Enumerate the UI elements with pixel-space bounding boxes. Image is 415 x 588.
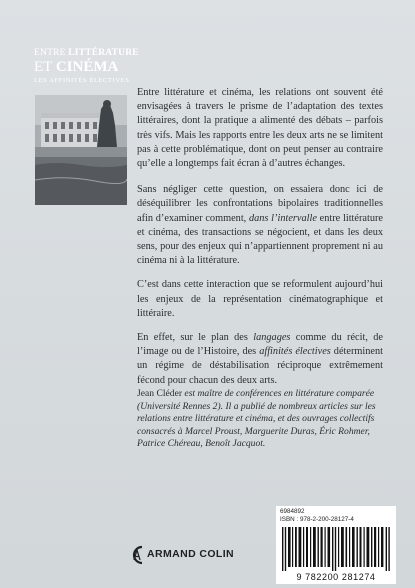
- series-subtitle: LES AFFINITÉS ÉLECTIVES: [34, 77, 130, 84]
- series-line-2: ET CINÉMA: [34, 59, 119, 75]
- series-line-1: ENTRE LITTÉRATURE: [34, 48, 139, 58]
- summary-paragraph-1: Entre littérature et cinéma, les relations ont souvent été envisagées à travers le prisme de l’adaptation des textes littéraires, dont la pratique a alimenté des débats – parfois très vifs. Mais les rapports entre les deux arts ne se limitent pas à cette problématique, dont on peut penser au contraire qu’elle a longtemps fait écran à d’autres échanges.: [137, 87, 383, 170]
- cover-photo: [35, 95, 127, 205]
- author-bio-text: est maître de conférences en littérature comparée (Université Rennes 2). Il a publié de nombreux articles sur les relations entre littérature et cinéma, et des ouvrages collectifs consacrés à Marcel Proust, Marguerite Duras, Éric Rohmer, Patrice Chéreau, Benoît Jacquot.: [137, 388, 376, 450]
- author-name: Jean Cléder: [137, 388, 183, 399]
- product-reference: 6984892: [280, 508, 305, 515]
- isbn: ISBN : 978-2-200-28127-4: [280, 516, 354, 523]
- publisher-logo: [130, 540, 270, 580]
- summary-paragraph-3: C’est dans cette interaction que se reformulent aujourd’hui les enjeux de la représentation cinématographique et littéraire.: [137, 279, 383, 319]
- photo-illustration: [35, 95, 127, 205]
- author-bio: [137, 388, 391, 451]
- series-title: [34, 48, 164, 85]
- barcode-label: [276, 506, 396, 584]
- summary-paragraph-4: En effet, sur le plan des langages comme du récit, de l’image ou de l’Histoire, des affinités électives déterminent un régime de déstabilisation réciproque extrêmement fécond pour chacun des deux arts.: [137, 332, 383, 386]
- barcode: [282, 527, 390, 571]
- publisher-name: ARMAND COLIN: [147, 548, 235, 560]
- summary-paragraph-2: Sans négliger cette question, on essaiera donc ici de déséquilibrer les confrontations bipolaires traditionnelles afin d’examiner comment, dans l’intervalle entre littérature et cinéma, des transactions se négocient, et dans les deux sens, pour des enjeux qui n’appartiennent proprement ni au cinéma ni à la littérature.: [137, 184, 383, 267]
- armand-colin-logo-icon: [130, 544, 144, 566]
- back-cover-summary: [137, 86, 383, 398]
- barcode-digits: 9 782200 281274: [296, 572, 376, 582]
